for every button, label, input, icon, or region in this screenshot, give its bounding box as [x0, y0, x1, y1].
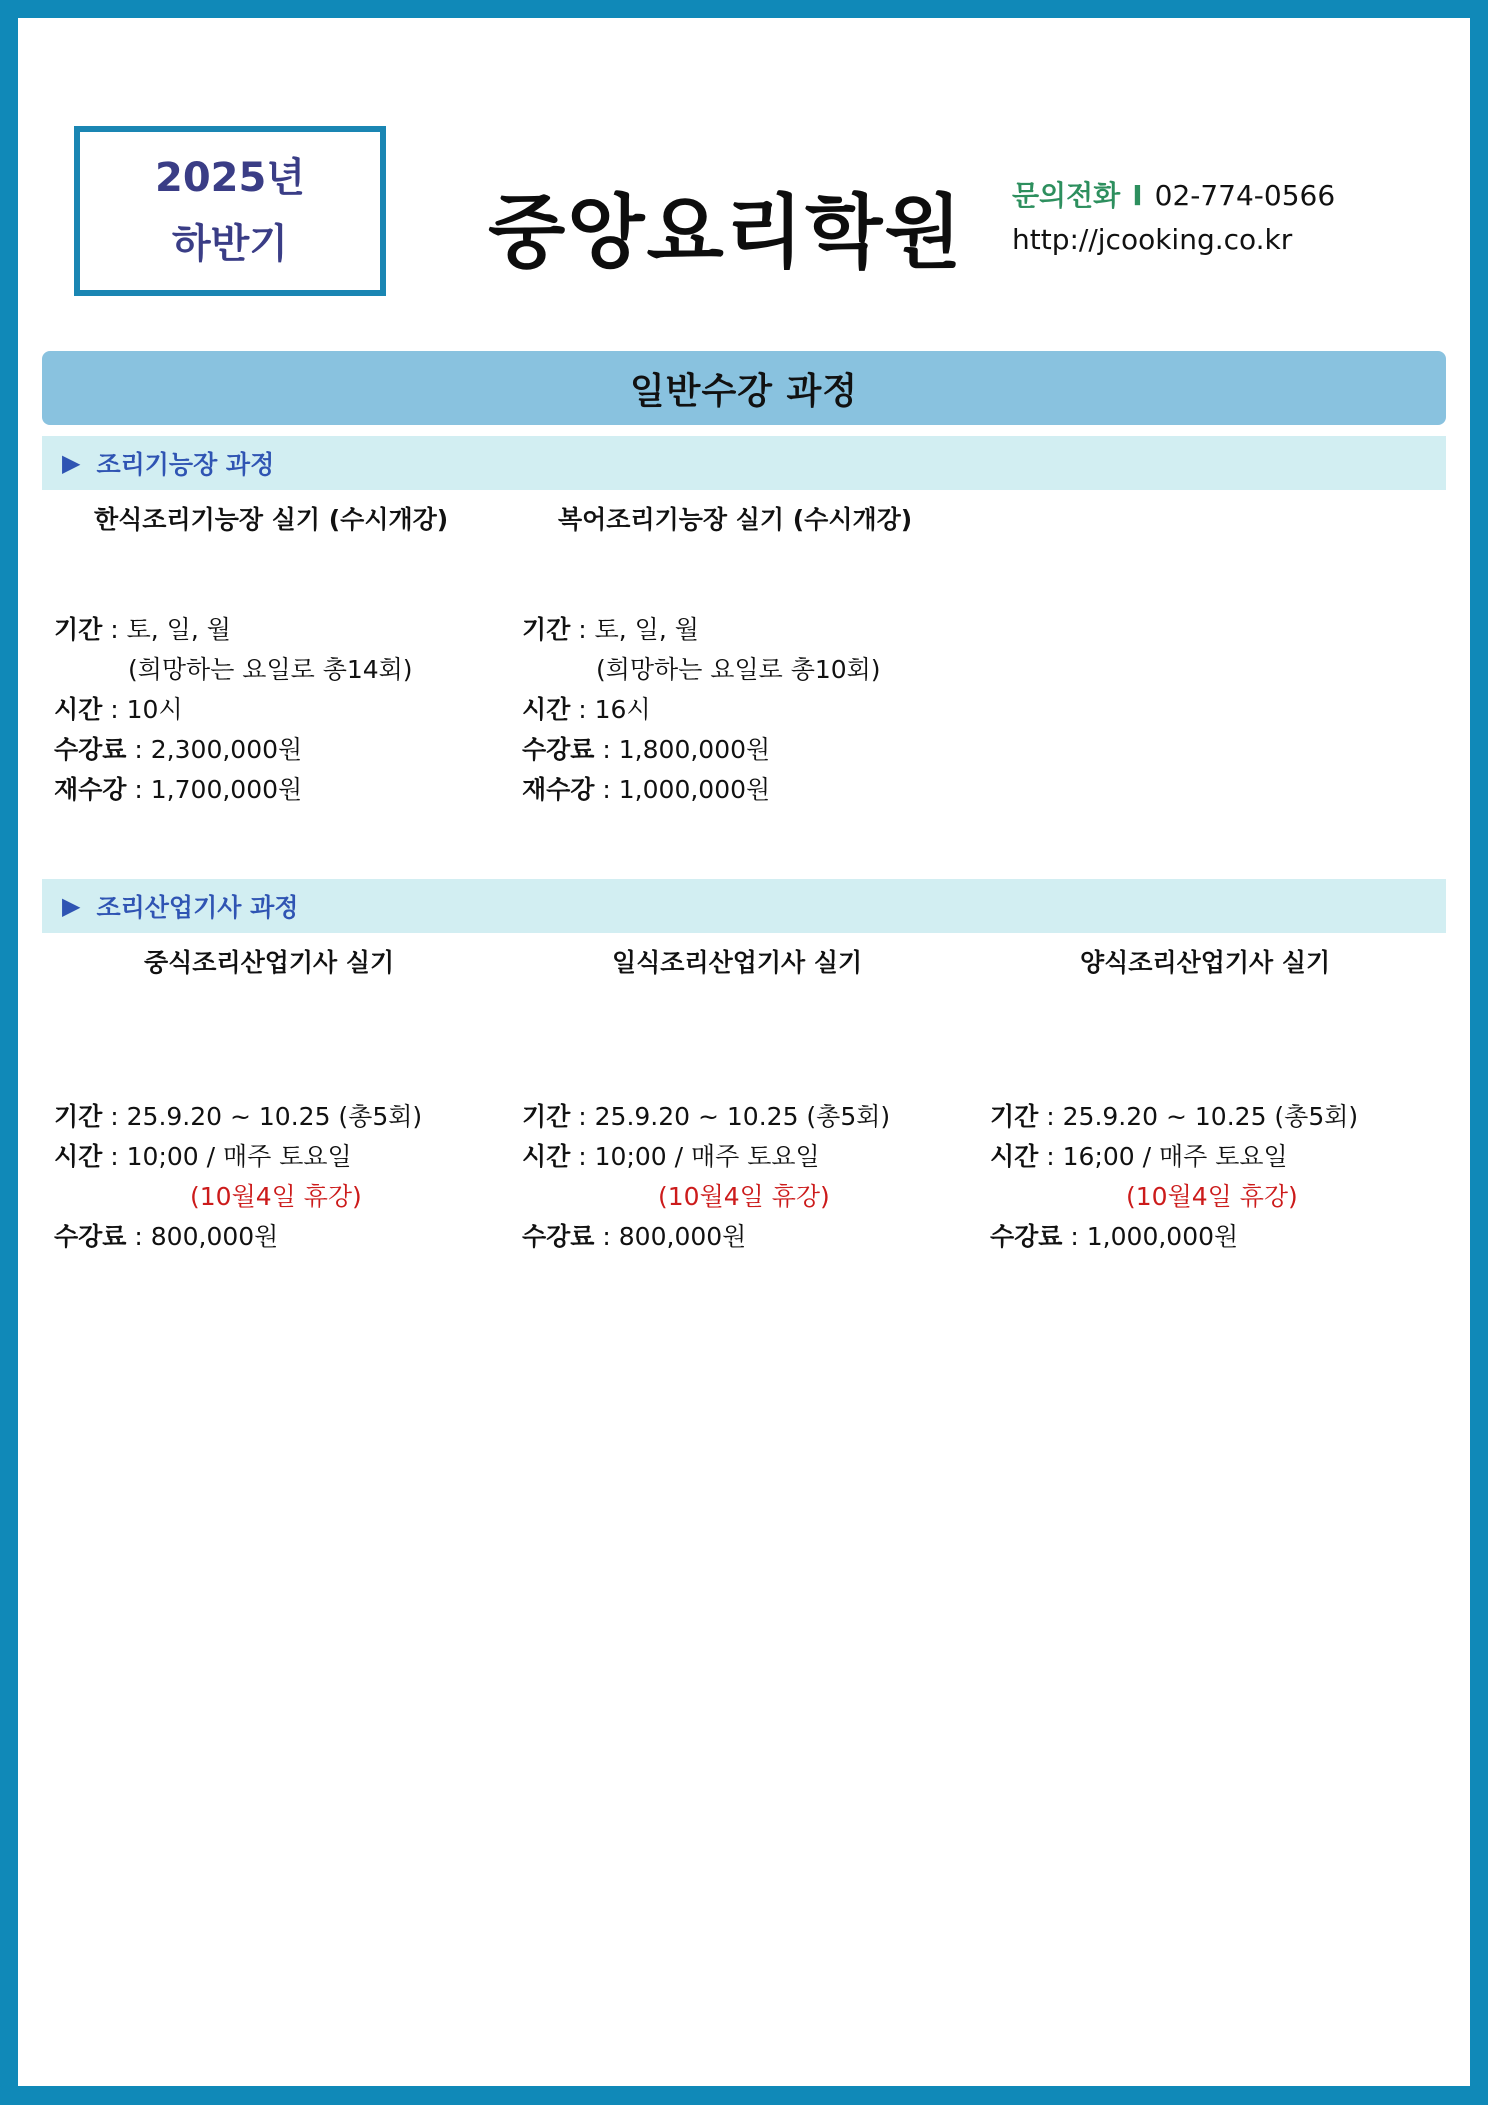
term-half: 하반기 [172, 221, 288, 267]
academy-title: 중앙요리학원 [488, 186, 964, 279]
triangle-right-icon: ▶ [62, 892, 81, 920]
period-note: (희망하는 요일로 총14회) [128, 655, 413, 684]
holiday-note: (10월4일 휴강) [1126, 1182, 1298, 1211]
time-row: 시간 : 10시 [54, 695, 183, 724]
time-row: 시간 : 10;00 / 매주 토요일 [522, 1142, 820, 1171]
holiday-note: (10월4일 휴강) [190, 1182, 362, 1211]
course-info-japanese-industrial [522, 1097, 890, 1257]
time-row: 시간 : 10;00 / 매주 토요일 [54, 1142, 352, 1171]
time-row: 시간 : 16시 [522, 695, 651, 724]
course-info-chinese-industrial [54, 1097, 422, 1257]
course-title-korean-master: 한식조리기능장 실기 (수시개강) [94, 505, 449, 534]
period-row: 기간 : 25.9.20 ~ 10.25 (총5회) [522, 1102, 891, 1131]
retake-row: 재수강 : 1,700,000원 [54, 775, 303, 804]
section-bar-industrial-chef [42, 879, 1446, 933]
course-title-chinese-industrial: 중식조리산업기사 실기 [144, 948, 395, 977]
term-box [74, 126, 386, 296]
section-bar-master-chef [42, 436, 1446, 490]
fee-row: 수강료 : 800,000원 [522, 1222, 747, 1251]
phone-label: 문의전화 [1012, 179, 1121, 212]
contact-info [1012, 174, 1335, 262]
triangle-right-icon: ▶ [62, 449, 81, 477]
course-info-blowfish-master [522, 610, 881, 810]
course-title-japanese-industrial: 일식조리산업기사 실기 [612, 948, 863, 977]
period-row: 기간 : 25.9.20 ~ 10.25 (총5회) [54, 1102, 423, 1131]
fee-row: 수강료 : 1,800,000원 [522, 735, 771, 764]
period-row: 기간 : 25.9.20 ~ 10.25 (총5회) [990, 1102, 1359, 1131]
course-info-western-industrial [990, 1097, 1358, 1257]
general-course-banner: 일반수강 과정 [42, 351, 1446, 425]
website-url: http://jcooking.co.kr [1012, 223, 1293, 256]
fee-row: 수강료 : 2,300,000원 [54, 735, 303, 764]
section-title: 조리산업기사 과정 [96, 893, 299, 922]
section-title: 조리기능장 과정 [96, 450, 275, 479]
period-note: (희망하는 요일로 총10회) [596, 655, 881, 684]
phone-number: 02-774-0566 [1154, 179, 1336, 212]
phone-line [1012, 174, 1335, 218]
phone-separator: I [1132, 179, 1143, 212]
page [18, 18, 1470, 2086]
fee-row: 수강료 : 800,000원 [54, 1222, 279, 1251]
retake-row: 재수강 : 1,000,000원 [522, 775, 771, 804]
period-row: 기간 : 토, 일, 월 [522, 615, 699, 644]
term-year: 2025년 [155, 155, 305, 201]
course-title-blowfish-master: 복어조리기능장 실기 (수시개강) [558, 505, 913, 534]
course-info-korean-master [54, 610, 413, 810]
time-row: 시간 : 16;00 / 매주 토요일 [990, 1142, 1288, 1171]
fee-row: 수강료 : 1,000,000원 [990, 1222, 1239, 1251]
holiday-note: (10월4일 휴강) [658, 1182, 830, 1211]
period-row: 기간 : 토, 일, 월 [54, 615, 231, 644]
course-title-western-industrial: 양식조리산업기사 실기 [1080, 948, 1331, 977]
